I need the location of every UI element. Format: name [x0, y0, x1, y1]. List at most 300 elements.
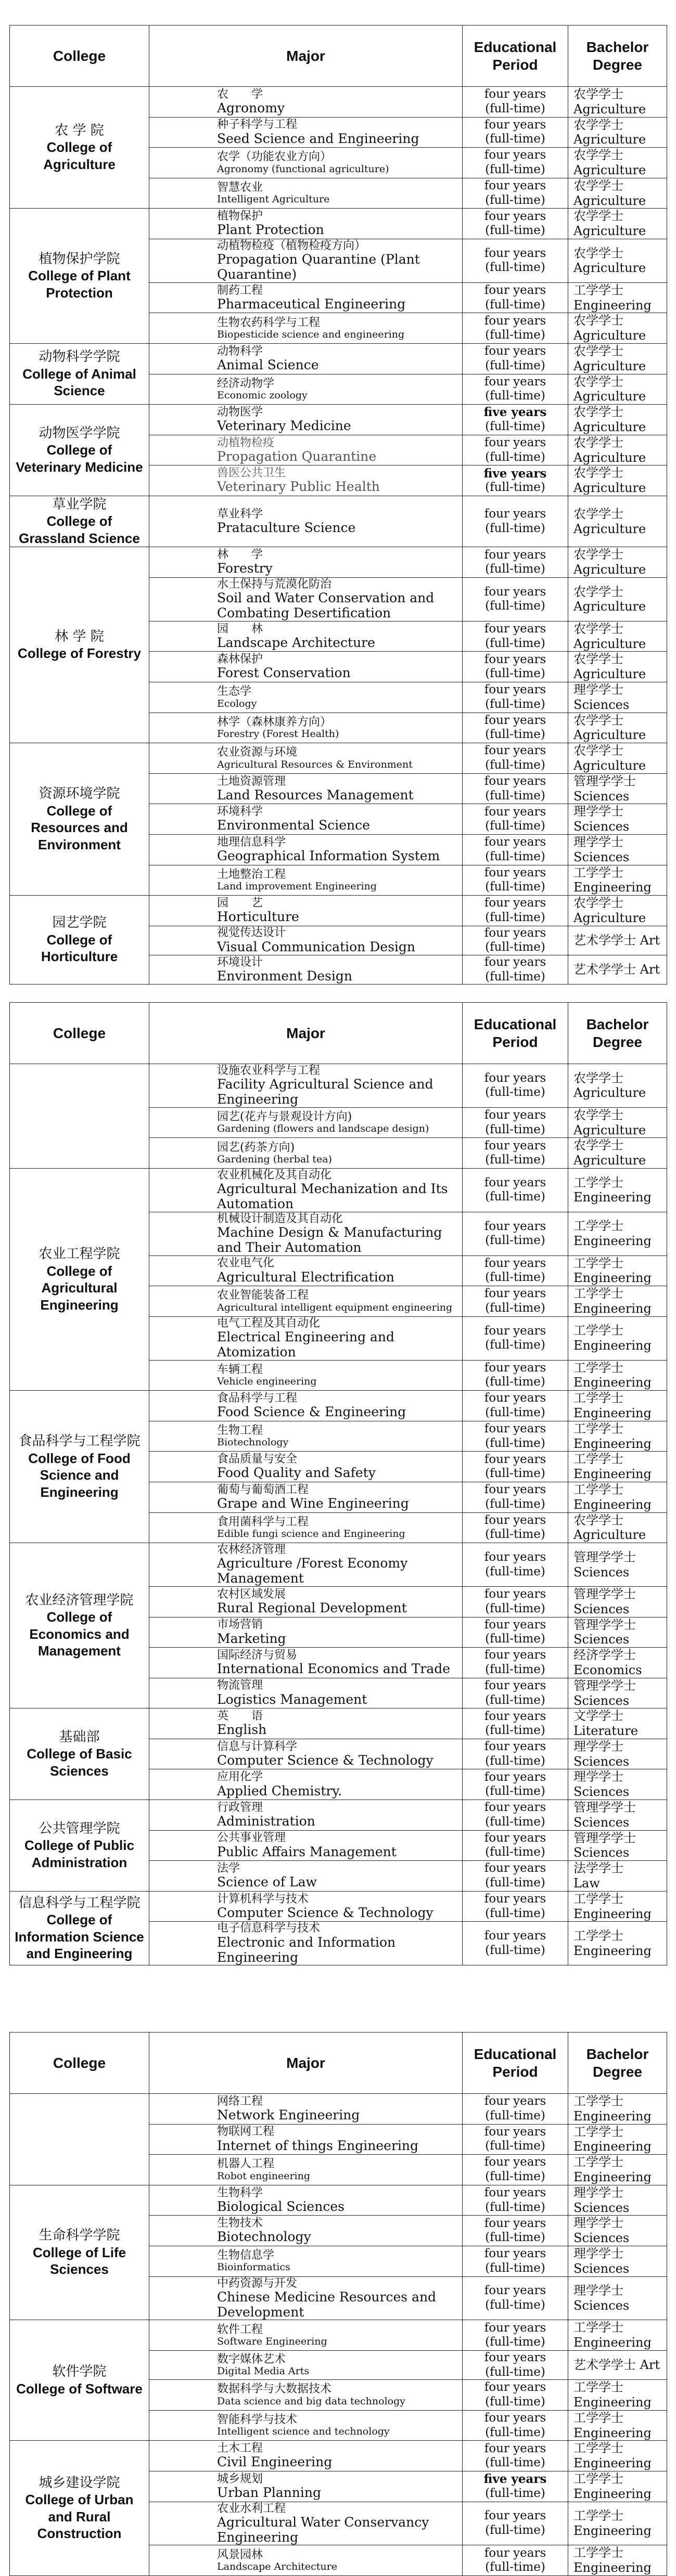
- major-cell: [149, 2276, 463, 2320]
- period-cell: [463, 2276, 568, 2320]
- college-name-zh: 公共管理学院: [39, 1820, 120, 1836]
- period-text: five years: [483, 405, 547, 420]
- degree-text: Engineering: [573, 2425, 652, 2440]
- period-header: Educational Period: [463, 1003, 568, 1064]
- college-cell: [10, 343, 149, 404]
- major-name-zh: 计算机科学与技术: [217, 1892, 309, 1906]
- period-cell: [463, 239, 568, 282]
- degree-text: Engineering: [573, 880, 652, 895]
- major-name-en: Gardening (flowers and landscape design): [217, 1123, 429, 1135]
- period-text: four years: [484, 865, 546, 879]
- major-name-en: Agronomy: [217, 100, 285, 116]
- period-text: (full-time): [485, 940, 545, 954]
- degree-cell: [568, 1482, 667, 1512]
- major-name-en: Agricultural Water Conservancy Engineering: [217, 2514, 429, 2545]
- major-name-en: Environment Design: [217, 968, 352, 983]
- degree-text: Agriculture: [573, 758, 646, 773]
- period-cell: [463, 2502, 568, 2545]
- period-text: (full-time): [485, 1436, 545, 1450]
- college-cell: [10, 2320, 149, 2441]
- major-name-zh: 城乡规划: [217, 2472, 263, 2486]
- major-name-zh: 园 艺: [217, 896, 263, 910]
- college-name-zh: 资源环境学院: [39, 786, 120, 802]
- period-cell: [463, 804, 568, 835]
- degree-cell: [568, 435, 667, 465]
- degree-cell: [568, 2216, 667, 2246]
- major-name-en: Robot engineering: [217, 2170, 311, 2182]
- degree-text: Engineering: [573, 1497, 652, 1512]
- college-name-zh: 城乡建设学院: [39, 2475, 120, 2491]
- degree-cell: [568, 148, 667, 178]
- major-name-zh: 农学（功能农业方向）: [217, 150, 332, 164]
- degree-cell: [568, 2502, 667, 2545]
- major-name-zh: 农林经济管理: [217, 1543, 286, 1557]
- major-name-en: Bioinformatics: [217, 2261, 290, 2273]
- major-name-zh: 行政管理: [217, 1801, 263, 1814]
- table-row: [10, 1891, 667, 1922]
- degree-cell: [568, 1891, 667, 1922]
- header-row: [10, 25, 667, 87]
- period-text: four years: [484, 2380, 546, 2394]
- major-name-zh: 公共事业管理: [217, 1831, 286, 1845]
- degree-cell: [568, 1648, 667, 1678]
- degree-text: Engineering: [573, 2169, 652, 2184]
- degree-cell: [568, 773, 667, 804]
- major-cell: [149, 1708, 463, 1739]
- period-cell: [463, 1482, 568, 1512]
- period-cell: [463, 865, 568, 896]
- major-header: Major: [149, 25, 463, 87]
- major-cell: [149, 713, 463, 743]
- major-cell: [149, 1168, 463, 1212]
- major-cell: [149, 1678, 463, 1708]
- major-name-en: Digital Media Arts: [217, 2365, 310, 2377]
- degree-text: 管理学学士: [573, 1586, 636, 1601]
- college-cell: [10, 547, 149, 743]
- table-row: [10, 1708, 667, 1739]
- degree-text: Engineering: [573, 2523, 652, 2538]
- major-cell: [149, 1482, 463, 1512]
- degree-cell: [568, 87, 667, 118]
- degree-text: Sciences: [573, 2298, 630, 2313]
- degree-text: 管理学学士: [573, 1617, 636, 1632]
- major-name-en: Soil and Water Conservation and Combating Desertification: [217, 590, 435, 621]
- degree-text: Sciences: [573, 1693, 630, 1708]
- major-name-en: Public Affairs Management: [217, 1844, 397, 1859]
- major-cell: [149, 926, 463, 955]
- degree-text: 农学学士: [573, 506, 623, 521]
- period-text: (full-time): [485, 1234, 545, 1248]
- major-cell: [149, 2094, 463, 2125]
- period-text: (full-time): [485, 1662, 545, 1676]
- period-text: (full-time): [485, 880, 545, 894]
- period-text: four years: [484, 1929, 546, 1943]
- period-cell: [463, 1107, 568, 1138]
- major-name-zh: 农业智能装备工程: [217, 1289, 309, 1302]
- degree-cell: [568, 1678, 667, 1708]
- degree-text: Law: [573, 1876, 600, 1891]
- degree-text: 农学学士: [573, 405, 623, 420]
- major-name-zh: 视觉传达设计: [217, 926, 286, 940]
- college-cell: [10, 1168, 149, 1390]
- college-name-en: College of Horticulture: [41, 931, 118, 965]
- table-row: [10, 743, 667, 774]
- period-text: (full-time): [485, 481, 545, 495]
- degree-text: 农学学士: [573, 652, 623, 667]
- major-cell: [149, 1255, 463, 1286]
- major-cell: [149, 2124, 463, 2155]
- period-cell: [463, 282, 568, 313]
- period-text: (full-time): [485, 358, 545, 372]
- period-cell: [463, 2094, 568, 2125]
- major-name-en: Agricultural Resources & Environment: [217, 758, 413, 770]
- degree-text: Agriculture: [573, 224, 646, 239]
- college-name-en: College of Plant Protection: [28, 268, 131, 301]
- major-cell: [149, 896, 463, 926]
- major-name-zh: 生物农药科学与工程: [217, 316, 321, 329]
- period-text: four years: [484, 744, 546, 758]
- major-cell: [149, 313, 463, 344]
- major-name-en: Forestry (Forest Health): [217, 728, 339, 740]
- degree-cell: [568, 2410, 667, 2441]
- college-header: College: [10, 25, 149, 87]
- degree-text: 理学学士: [573, 804, 623, 819]
- period-text: four years: [484, 283, 546, 297]
- major-name-zh: 农业电气化: [217, 1257, 275, 1270]
- period-text: four years: [484, 1483, 546, 1497]
- degree-cell: [568, 1107, 667, 1138]
- period-text: four years: [484, 1770, 546, 1784]
- degree-text: 法学学士: [573, 1861, 623, 1876]
- period-cell: [463, 1708, 568, 1739]
- college-cell: [10, 1800, 149, 1892]
- header-row: [10, 2033, 667, 2094]
- college-name-en: College of Basic Sciences: [27, 1746, 132, 1779]
- major-name-en: Computer Science & Technology: [217, 1905, 433, 1920]
- degree-text: 农学学士: [573, 178, 623, 193]
- major-name-zh: 土木工程: [217, 2442, 263, 2455]
- major-name-en: Propagation Quarantine: [217, 448, 377, 464]
- period-text: (full-time): [485, 1724, 545, 1738]
- major-cell: [149, 1891, 463, 1922]
- college-cell: [10, 896, 149, 985]
- degree-text: Sciences: [573, 1815, 630, 1830]
- major-name-en: Biotechnology: [217, 2229, 311, 2245]
- degree-text: 理学学士: [573, 2216, 623, 2231]
- period-text: (full-time): [485, 1271, 545, 1285]
- degree-text: 农学学士: [573, 435, 623, 450]
- major-cell: [149, 2545, 463, 2576]
- period-text: (full-time): [485, 2200, 545, 2214]
- period-cell: [463, 209, 568, 239]
- degree-text: 农学学士: [573, 896, 623, 911]
- degree-cell: [568, 682, 667, 713]
- major-name-en: Agricultural Electrification: [217, 1269, 394, 1285]
- major-name-zh: 生物科学: [217, 2186, 263, 2199]
- period-cell: [463, 652, 568, 682]
- degree-text: Engineering: [573, 2486, 652, 2501]
- period-cell: [463, 1800, 568, 1831]
- major-name-en: English: [217, 1722, 267, 1738]
- degree-text: 理学学士: [573, 1739, 623, 1754]
- table-row: [10, 87, 667, 118]
- period-text: four years: [484, 2185, 546, 2199]
- degree-text: 工学学士: [573, 1286, 623, 1301]
- college-name-en: College of Forestry: [18, 645, 141, 662]
- major-name-en: Horticulture: [217, 909, 299, 925]
- period-cell: [463, 621, 568, 652]
- degree-text: Sciences: [573, 1564, 630, 1580]
- period-text: (full-time): [485, 193, 545, 207]
- table-row: [10, 2441, 667, 2471]
- period-cell: [463, 743, 568, 774]
- major-name-en: Forestry: [217, 561, 273, 576]
- degree-cell: [568, 652, 667, 682]
- major-cell: [149, 2246, 463, 2276]
- period-text: four years: [484, 1617, 546, 1632]
- degree-text: 工学学士: [573, 282, 623, 297]
- period-text: four years: [484, 1361, 546, 1375]
- college-name-en: College of Resources and Environment: [31, 802, 128, 852]
- major-cell: [149, 1212, 463, 1255]
- major-cell: [149, 682, 463, 713]
- degree-text: Sciences: [573, 2261, 630, 2276]
- table-row: [10, 2320, 667, 2351]
- college-name-zh: 农业经济管理学院: [25, 1592, 134, 1608]
- college-cell: [10, 209, 149, 344]
- period-text: (full-time): [485, 1467, 545, 1481]
- major-name-zh: 种子科学与工程: [217, 118, 298, 132]
- period-text: (full-time): [485, 636, 545, 650]
- period-text: four years: [484, 683, 546, 697]
- period-text: four years: [484, 87, 546, 101]
- degree-cell: [568, 1286, 667, 1317]
- degree-text: 工学学士: [573, 1323, 623, 1338]
- period-text: four years: [484, 1550, 546, 1564]
- period-text: (full-time): [485, 132, 545, 146]
- college-cell: [10, 2094, 149, 2185]
- degree-text: Engineering: [573, 1234, 652, 1249]
- degree-cell: [568, 1830, 667, 1861]
- degree-text: 管理学学士: [573, 1549, 636, 1564]
- degree-text: 理学学士: [573, 2246, 623, 2261]
- period-cell: [463, 1512, 568, 1543]
- period-text: (full-time): [485, 562, 545, 576]
- college-name-en: College of Urban and Rural Construction: [25, 2492, 134, 2542]
- degree-cell: [568, 1861, 667, 1892]
- period-text: four years: [484, 1108, 546, 1122]
- college-cell: [10, 1391, 149, 1543]
- degree-cell: [568, 1168, 667, 1212]
- major-name-en: Grape and Wine Engineering: [217, 1496, 409, 1511]
- major-cell: [149, 773, 463, 804]
- college-name-en: College of Life Sciences: [32, 2244, 126, 2277]
- degree-cell: [568, 465, 667, 496]
- period-text: four years: [484, 435, 546, 449]
- degree-text: Literature: [573, 1724, 639, 1739]
- degree-text: Engineering: [573, 1436, 652, 1451]
- degree-text: Agriculture: [573, 1085, 646, 1101]
- degree-text: Engineering: [573, 2335, 652, 2350]
- degree-text: 理学学士: [573, 2283, 623, 2298]
- period-text: four years: [484, 585, 546, 599]
- period-text: (full-time): [485, 1754, 545, 1768]
- college-name-zh: 林 学 院: [55, 628, 104, 644]
- degree-text: Engineering: [573, 1271, 652, 1286]
- college-name-en: College of Economics and Management: [29, 1609, 130, 1659]
- period-cell: [463, 1391, 568, 1421]
- major-cell: [149, 547, 463, 578]
- table-row: [10, 896, 667, 926]
- degree-text: 艺术学学士 Art: [573, 962, 660, 977]
- period-text: (full-time): [485, 2456, 545, 2470]
- major-name-en: Seed Science and Engineering: [217, 131, 419, 146]
- degree-text: 工学学士: [573, 2471, 623, 2486]
- period-text: (full-time): [485, 2108, 545, 2122]
- degree-cell: [568, 1617, 667, 1648]
- college-name-zh: 农业工程学院: [39, 1246, 120, 1262]
- period-text: four years: [484, 896, 546, 910]
- college-name-en: College of Animal Science: [22, 366, 136, 399]
- major-cell: [149, 1391, 463, 1421]
- major-name-en: Data science and big data technology: [217, 2395, 405, 2407]
- period-text: five years: [483, 466, 547, 481]
- major-name-zh: 英 语: [217, 1710, 263, 1723]
- degree-cell: [568, 804, 667, 835]
- period-text: four years: [484, 209, 546, 223]
- degree-text: 管理学学士: [573, 1830, 636, 1845]
- degree-cell: [568, 1138, 667, 1169]
- period-text: (full-time): [485, 1122, 545, 1136]
- period-text: (full-time): [485, 1190, 545, 1204]
- degree-text: 农学学士: [573, 1107, 623, 1122]
- major-name-zh: 农业资源与环境: [217, 746, 298, 759]
- degree-cell: [568, 1769, 667, 1800]
- degree-text: Engineering: [573, 1943, 652, 1958]
- major-name-zh: 数据科学与大数据技术: [217, 2383, 332, 2396]
- major-header: Major: [149, 2033, 463, 2094]
- period-cell: [463, 2216, 568, 2246]
- period-cell: [463, 2545, 568, 2576]
- college-header: College: [10, 1003, 149, 1064]
- period-cell: [463, 2410, 568, 2441]
- period-text: (full-time): [485, 1564, 545, 1578]
- major-cell: [149, 1421, 463, 1452]
- degree-text: Engineering: [573, 2139, 652, 2154]
- degree-cell: [568, 1708, 667, 1739]
- degree-text: Agriculture: [573, 358, 646, 373]
- degree-cell: [568, 282, 667, 313]
- major-name-en: Pharmaceutical Engineering: [217, 296, 406, 312]
- major-name-en: Land improvement Engineering: [217, 881, 377, 892]
- major-name-zh: 农业机械化及其自动化: [217, 1168, 332, 1182]
- major-cell: [149, 2410, 463, 2441]
- college-cell: [10, 2185, 149, 2320]
- period-cell: [463, 1891, 568, 1922]
- degree-text: 农学学士: [573, 1512, 623, 1528]
- degree-text: 工学学士: [573, 1421, 623, 1436]
- period-cell: [463, 1255, 568, 1286]
- period-text: four years: [484, 1256, 546, 1270]
- major-name-en: Food Quality and Safety: [217, 1465, 376, 1481]
- major-name-en: Agricultural intelligent equipment engineering: [217, 1301, 453, 1313]
- college-name-zh: 基础部: [59, 1729, 100, 1745]
- degree-header: Bachelor Degree: [568, 2033, 667, 2094]
- period-text: (full-time): [485, 389, 545, 403]
- major-name-en: Geographical Information System: [217, 848, 440, 864]
- period-cell: [463, 2320, 568, 2351]
- major-name-en: Network Engineering: [217, 2107, 360, 2123]
- period-text: four years: [484, 178, 546, 192]
- degree-cell: [568, 834, 667, 865]
- period-text: (full-time): [485, 2335, 545, 2349]
- major-cell: [149, 405, 463, 435]
- table-row: [10, 2094, 667, 2125]
- major-name-zh: 食品科学与工程: [217, 1391, 298, 1405]
- degree-text: Engineering: [573, 2560, 652, 2575]
- major-cell: [149, 1769, 463, 1800]
- period-text: (full-time): [485, 2261, 545, 2275]
- major-cell: [149, 1861, 463, 1892]
- period-text: four years: [484, 1391, 546, 1405]
- major-name-zh: 食品质量与安全: [217, 1453, 298, 1466]
- period-text: (full-time): [485, 1815, 545, 1829]
- degree-text: 管理学学士: [573, 1678, 636, 1693]
- college-header: College: [10, 2033, 149, 2094]
- period-cell: [463, 178, 568, 209]
- major-cell: [149, 834, 463, 865]
- degree-text: Engineering: [573, 2456, 652, 2471]
- period-text: (full-time): [485, 1497, 545, 1511]
- table-row: [10, 1168, 667, 1212]
- period-cell: [463, 1286, 568, 1317]
- major-cell: [149, 1739, 463, 1769]
- major-cell: [149, 804, 463, 835]
- major-name-en: Urban Planning: [217, 2484, 321, 2500]
- period-text: four years: [484, 118, 546, 132]
- major-name-zh: 环境科学: [217, 805, 263, 819]
- major-name-en: Chinese Medicine Resources and Development: [217, 2289, 437, 2320]
- major-name-en: Ecology: [217, 697, 257, 709]
- degree-cell: [568, 374, 667, 405]
- college-name-en: College of Information Science and Engineering: [15, 1912, 144, 1962]
- major-cell: [149, 374, 463, 405]
- major-cell: [149, 282, 463, 313]
- period-cell: [463, 1922, 568, 1965]
- major-name-en: Software Engineering: [217, 2335, 327, 2347]
- major-name-en: Animal Science: [217, 357, 319, 373]
- period-cell: [463, 773, 568, 804]
- college-name-en: College of Grassland Science: [19, 513, 140, 546]
- degree-text: Agriculture: [573, 389, 646, 404]
- degree-text: Agriculture: [573, 667, 646, 682]
- major-name-en: Marketing: [217, 1630, 286, 1646]
- major-name-zh: 林学（森林康养方向）: [217, 715, 332, 729]
- major-name-en: Agronomy (functional agriculture): [217, 163, 389, 175]
- period-text: (full-time): [485, 297, 545, 312]
- period-text: (full-time): [485, 261, 545, 275]
- degree-text: Sciences: [573, 849, 630, 864]
- major-name-en: Forest Conservation: [217, 665, 351, 681]
- major-name-zh: 机械设计制造及其自动化: [217, 1212, 343, 1225]
- degree-cell: [568, 117, 667, 148]
- major-name-en: Land Resources Management: [217, 787, 414, 802]
- major-name-zh: 兽医公共卫生: [217, 467, 286, 480]
- period-cell: [463, 1861, 568, 1892]
- major-header: Major: [149, 1003, 463, 1064]
- period-cell: [463, 2155, 568, 2185]
- period-text: four years: [484, 2247, 546, 2261]
